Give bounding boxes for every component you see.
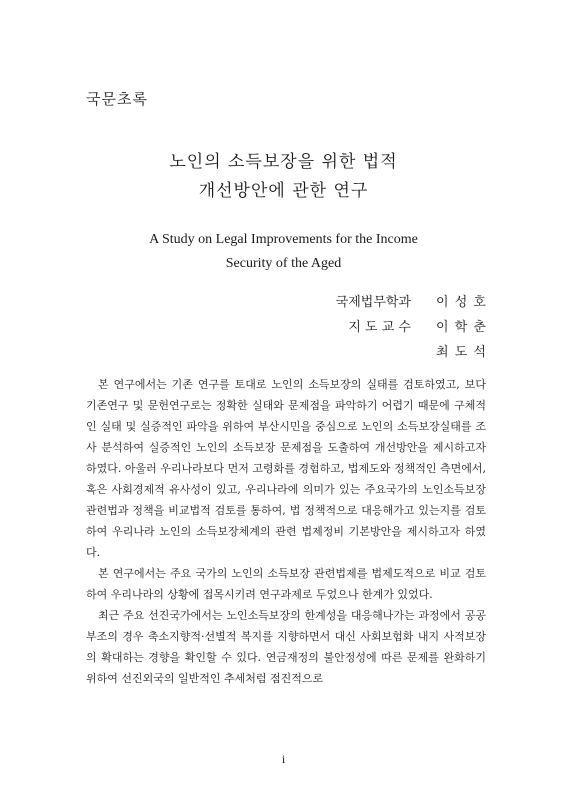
english-title [0, 228, 567, 276]
korean-title-line: 노인의 소득보장을 위한 법적 [169, 152, 398, 172]
korean-title [0, 148, 567, 206]
page-number: i [281, 752, 286, 766]
abstract-body [86, 374, 486, 689]
author-row [336, 290, 487, 315]
paragraph: 본 연구에서는 주요 국가의 노인의 소득보장 관련법제를 법제도적으로 비교 검토하여 우리나라의 상황에 접목시키려 연구과제로 두었으나 한계가 있었다. [86, 567, 486, 601]
author-block [336, 290, 487, 365]
author-row [336, 340, 487, 365]
korean-title-line: 개선방안에 관한 연구 [198, 181, 369, 201]
author-name: 최 도 석 [436, 345, 487, 360]
english-title-line: A Study on Legal Improvements for the Income [149, 232, 418, 247]
author-name: 이 성 호 [436, 295, 487, 310]
author-role: 지 도 교 수 [348, 320, 411, 335]
paragraph: 최근 주요 선진국가에서는 노인소득보장의 한계성을 대응해나가는 과정에서 공공부조의 경우 축소지향적·선별적 복지를 지향하면서 대신 사회보험화 내지 사적보장의 확대하는 경향을 확인할 수 있다. 연금재정의 불안정성에 따른 문제를 완화하기 위하여 선진외국의 일반적인 추세처럼 점진적으로 [86, 609, 486, 685]
author-row [336, 315, 487, 340]
author-role: 국제법무학과 [335, 295, 411, 310]
section-label: 국문초록 [86, 90, 148, 108]
author-name: 이 학 춘 [436, 320, 487, 335]
paragraph: 본 연구에서는 기존 연구를 토대로 노인의 소득보장의 실태를 검토하였고, 보다 기존연구 및 문헌연구로는 정확한 실태와 문제점을 파악하기 어렵기 때문에 구체적인 실태 및 실증적인 파악을 위하여 부산시민을 중심으로 노인의 소득보장실태를 조사 분석하여 실증적인 노인의 소득보장 문제점을 도출하여 개선방안을 제시하고자 하였다. 아울러 우리나라보다 먼저 고령화를 경험하고, 법제도와 정책적인 측면에서, 혹은 사회경제적 유사성이 있고, 우리나라에 의미가 있는 주요국가의 노인소득보장 관련법과 정책을 비교법적 검토를 통하여, 법 정책적으로 대응해가고 있는지를 검토하여 우리나라 노인의 소득보장체계의 관련 법제정비 기본방안을 제시하고자 하였다. [86, 378, 486, 559]
english-title-line: Security of the Aged [225, 256, 342, 271]
